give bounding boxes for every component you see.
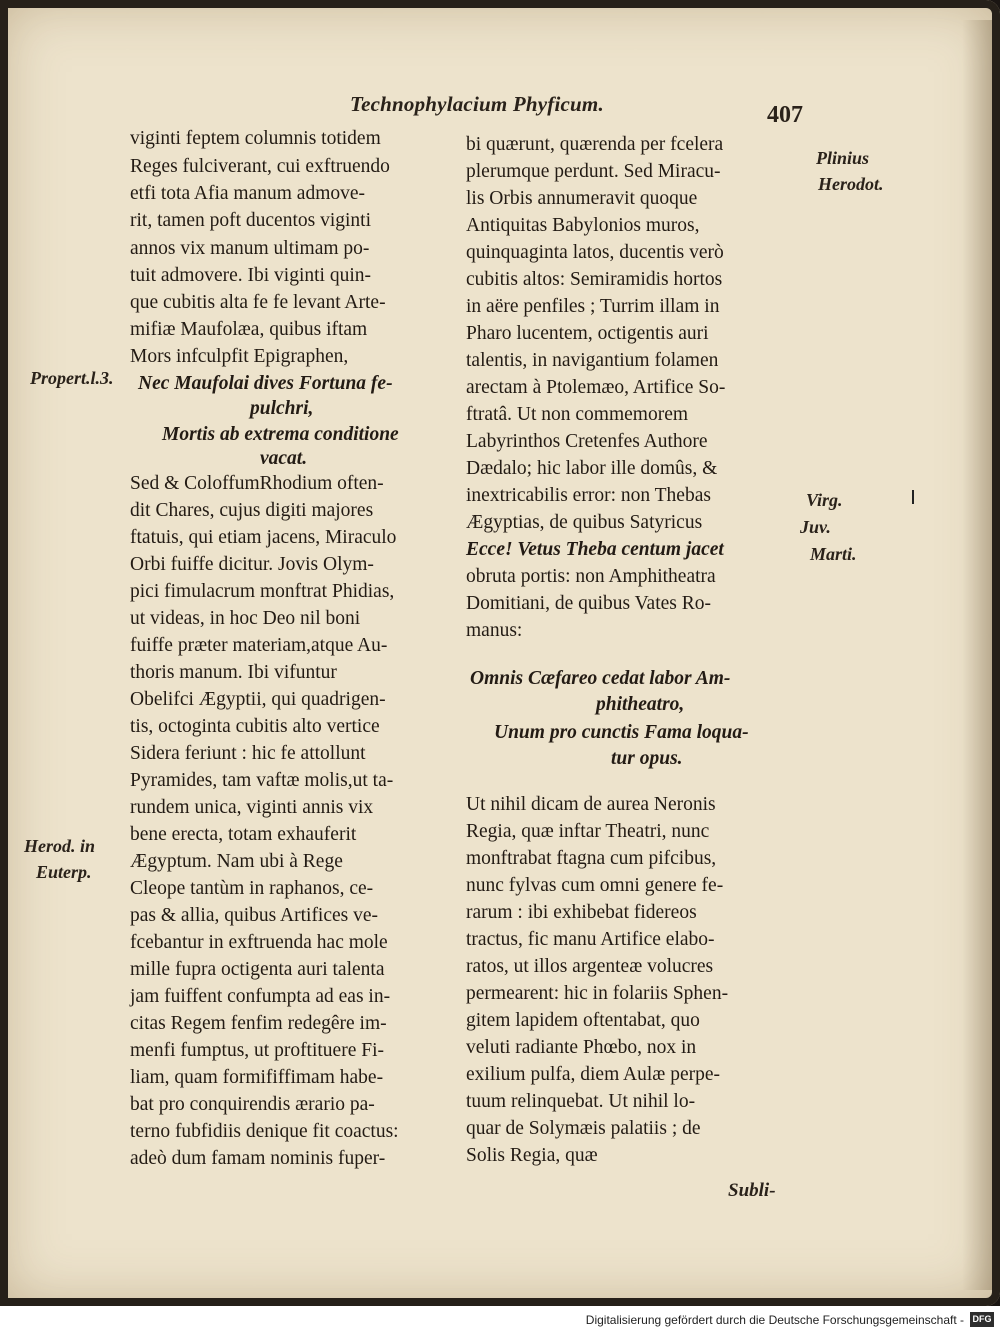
text-line: Mors infculpfit Epigraphen, bbox=[130, 346, 349, 367]
text-line: exilium pulfa, diem Aulæ perpe- bbox=[466, 1064, 720, 1085]
text-line: tractus, fic manu Artifice elabo- bbox=[466, 929, 715, 950]
ink-mark bbox=[912, 490, 914, 504]
text-line: ut videas, in hoc Deo nil boni bbox=[130, 608, 361, 629]
text-line: liam, quam formififfimam habe- bbox=[130, 1067, 384, 1088]
text-line: manus: bbox=[466, 620, 523, 641]
text-line: terno fubfidiis denique fit coactus: bbox=[130, 1121, 399, 1142]
text-line: Regia, quæ inftar Theatri, nunc bbox=[466, 821, 710, 842]
text-line: inextricabilis error: non Thebas bbox=[466, 485, 711, 506]
verse-line: pulchri, bbox=[250, 398, 314, 419]
text-line: mille fupra octigenta auri talenta bbox=[130, 959, 385, 980]
margin-note-herodot: Herodot. bbox=[818, 174, 884, 194]
text-line: ftratâ. Ut non commemorem bbox=[466, 404, 689, 425]
text-line: pas & allia, quibus Artifices ve- bbox=[130, 905, 379, 926]
verse-line: Mortis ab extrema conditione bbox=[162, 424, 399, 445]
text-line: quinquaginta latos, ducentis verò bbox=[466, 242, 724, 263]
text-line: Labyrinthos Cretenfes Authore bbox=[466, 431, 708, 452]
text-line: in aëre penfiles ; Turrim illam in bbox=[466, 296, 720, 317]
digitization-footer bbox=[0, 1306, 1000, 1334]
text-line: Ægyptum. Nam ubi à Rege bbox=[130, 851, 343, 872]
text-line: Orbi fuiffe dicitur. Jovis Olym- bbox=[130, 554, 374, 575]
text-line: nunc fylvas cum omni genere fe- bbox=[466, 875, 724, 896]
text-line: Pharo lucentem, octigentis auri bbox=[466, 323, 709, 344]
dfg-logo: DFG bbox=[970, 1312, 994, 1327]
verse-line: Unum pro cunctis Fama loqua- bbox=[494, 722, 749, 743]
text-line: bi quærunt, quærenda per fcelera bbox=[466, 134, 724, 155]
margin-note-juvenal: Juv. bbox=[800, 517, 831, 537]
text-line: dit Chares, cujus digiti majores bbox=[130, 500, 374, 521]
text-line: tis, octoginta cubitis alto vertice bbox=[130, 716, 380, 737]
margin-note-herodotus: Herod. in bbox=[24, 836, 96, 856]
text-line: pici fimulacrum monftrat Phidias, bbox=[130, 581, 395, 602]
text-line: permearent: hic in folariis Sphen- bbox=[466, 983, 729, 1004]
verse-line: Nec Maufolai dives Fortuna fe- bbox=[138, 373, 393, 394]
page-edge-shadow bbox=[962, 20, 992, 1290]
text-line: obruta portis: non Amphitheatra bbox=[466, 566, 716, 587]
text-line: Solis Regia, quæ bbox=[466, 1145, 598, 1166]
text-line: Pyramides, tam vaftæ molis,ut ta- bbox=[130, 770, 394, 791]
text-line: bene erecta, totam exhauferit bbox=[130, 824, 357, 845]
text-line: tuum relinquebat. Ut nihil lo- bbox=[466, 1091, 696, 1112]
text-line: Ægyptias, de quibus Satyricus bbox=[466, 512, 703, 533]
page-number: 407 bbox=[767, 102, 803, 128]
verse-line: phitheatro, bbox=[596, 694, 685, 715]
verse-line: tur opus. bbox=[611, 748, 683, 769]
running-title: Technophylacium Phyficum. bbox=[350, 92, 604, 116]
margin-note-propertius: Propert.l.3. bbox=[30, 368, 114, 388]
text-line: rit, tamen poft ducentos viginti bbox=[130, 210, 371, 231]
text-line: tuit admovere. Ibi viginti quin- bbox=[130, 265, 371, 286]
catchword: Subli- bbox=[728, 1180, 776, 1201]
verse-line: vacat. bbox=[260, 448, 308, 469]
text-line: annos vix manum ultimam po- bbox=[130, 238, 370, 259]
text-line: Dædalo; hic labor ille domûs, & bbox=[466, 458, 718, 479]
text-line: lis Orbis annumeravit quoque bbox=[466, 188, 698, 209]
text-line: menfi fumptus, ut proftituere Fi- bbox=[130, 1040, 384, 1061]
text-line: adeò dum famam nominis fuper- bbox=[130, 1148, 386, 1169]
text-line: veluti radiante Phœbo, nox in bbox=[466, 1037, 697, 1058]
text-line: quar de Solymæis palatiis ; de bbox=[466, 1118, 701, 1139]
text-line: Antiquitas Babylonios muros, bbox=[466, 215, 700, 236]
margin-note-euterpe: Euterp. bbox=[36, 862, 92, 882]
text-line: plerumque perdunt. Sed Miracu- bbox=[466, 161, 721, 182]
text-line: thoris manum. Ibi vifuntur bbox=[130, 662, 337, 683]
text-line: Cleope tantùm in raphanos, ce- bbox=[130, 878, 374, 899]
text-line: Obelifci Ægyptii, qui quadrigen- bbox=[130, 689, 386, 710]
text-line: que cubitis alta fe fe levant Arte- bbox=[130, 292, 386, 313]
margin-note-virgil: Virg. bbox=[806, 490, 843, 510]
margin-note-plinius: Plinius bbox=[816, 148, 870, 168]
text-line: fcebantur in exftruenda hac mole bbox=[130, 932, 388, 953]
text-line: citas Regem fenfim redegêre im- bbox=[130, 1013, 387, 1034]
text-line: ratos, ut illos argenteæ volucres bbox=[466, 956, 714, 977]
text-line: rundem unica, viginti annis vix bbox=[130, 797, 374, 818]
text-line: Reges fulciverant, cui exftruendo bbox=[130, 156, 390, 177]
text-line: Ut nihil dicam de aurea Neronis bbox=[466, 794, 716, 815]
margin-note-martial: Marti. bbox=[810, 544, 857, 564]
verse-line: Ecce! Vetus Theba centum jacet bbox=[466, 539, 724, 560]
verse-line: Omnis Cæfareo cedat labor Am- bbox=[470, 668, 731, 689]
text-line: talentis, in navigantium folamen bbox=[466, 350, 719, 371]
text-line: cubitis altos: Semiramidis hortos bbox=[466, 269, 723, 290]
text-line: etfi tota Afia manum admove- bbox=[130, 183, 366, 204]
text-line: monftrabat ftagna cum pifcibus, bbox=[466, 848, 717, 869]
text-line: bat pro conquirendis ærario pa- bbox=[130, 1094, 375, 1115]
text-line: Sidera feriunt : hic fe attollunt bbox=[130, 743, 366, 764]
text-line: ftatuis, qui etiam jacens, Miraculo bbox=[130, 527, 397, 548]
funding-credit: Digitalisierung gefördert durch die Deutsche Forschungsgemeinschaft - bbox=[585, 1313, 964, 1327]
text-line: Sed & ColoffumRhodium often- bbox=[130, 473, 384, 494]
text-line: fuiffe præter materiam,atque Au- bbox=[130, 635, 388, 656]
text-line: rarum : ibi exhibebat fidereos bbox=[466, 902, 697, 923]
text-line: gitem lapidem oftentabat, quo bbox=[466, 1010, 700, 1031]
text-line: viginti feptem columnis totidem bbox=[130, 128, 381, 149]
text-line: arectam à Ptolemæo, Artifice So- bbox=[466, 377, 726, 398]
text-line: jam fuiffent confumpta ad eas in- bbox=[130, 986, 391, 1007]
text-line: Domitiani, de quibus Vates Ro- bbox=[466, 593, 711, 614]
text-line: mifiæ Maufolæa, quibus iftam bbox=[130, 319, 368, 340]
